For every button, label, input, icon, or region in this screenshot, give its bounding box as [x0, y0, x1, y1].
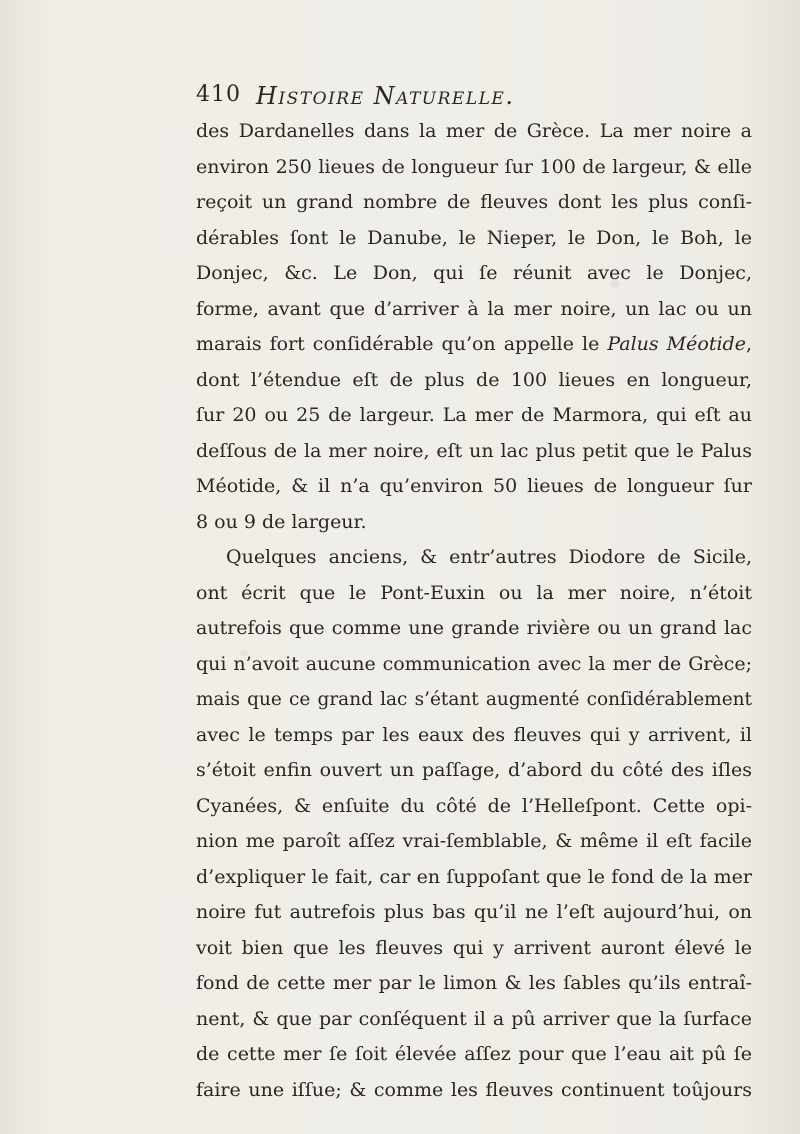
text-line: Donjec, &c. Le Don, qui ſe réunit avec le Donjec,	[196, 262, 752, 284]
text-line: dont l’étendue eſt de plus de 100 lieues en longueur,	[196, 368, 752, 391]
text-line: qui n’avoit aucune communication avec la mer de Grèce;	[196, 652, 752, 675]
text-line: d’expliquer le fait, car en ſuppoſant que le fond de la mer	[196, 865, 752, 888]
running-title: Histoire Naturelle.	[256, 82, 515, 110]
text-line: ont écrit que le Pont-Euxin ou la mer noire, n’étoit	[196, 581, 752, 604]
text-line: 8 ou 9 de largeur.	[196, 510, 367, 533]
text-line: reçoit un grand nombre de fleuves dont les plus conſi-	[196, 191, 752, 213]
italic-place-name: Palus Méotide	[607, 333, 746, 355]
body-text	[196, 114, 752, 1108]
text-line: ſur 20 ou 25 de largeur. La mer de Marmora, qui eſt au	[196, 404, 752, 426]
text-line: nent, & que par conſéquent il a pû arriver que la ſurface	[196, 1007, 752, 1030]
text-line: faire une iſſue; & comme les fleuves continuent toûjours	[196, 1078, 752, 1101]
text-line: voit bien que les fleuves qui y arrivent auront élevé le	[196, 936, 752, 959]
text-line: mais que ce grand lac s’étant augmenté conſidérablement	[196, 689, 752, 710]
text-line: s’étoit enfin ouvert un paſſage, d’abord du côté des iſles	[196, 759, 752, 781]
text-line: Quelques anciens, & entr’autres Diodore de Sicile,	[226, 546, 752, 568]
text-line: nion me paroît aſſez vrai-ſemblable, & même il eſt facile	[196, 830, 752, 852]
text-line: dérables ſont le Danube, le Nieper, le Don, le Boh, le	[196, 226, 752, 249]
text-line: noire fut autrefois plus bas qu’il ne l’eſt aujourd’hui, on	[196, 901, 752, 923]
text-line: Méotide, & il n’a qu’environ 50 lieues de longueur ſur	[196, 475, 752, 497]
text-line: avec le temps par les eaux des fleuves qui y arrivent, il	[196, 723, 752, 746]
text-line: des Dardanelles dans la mer de Grèce. La mer noire a	[196, 120, 752, 142]
text-line: de cette mer ſe ſoit élevée aſſez pour que l’eau ait pû ſe	[196, 1043, 752, 1065]
text-line: deſſous de la mer noire, eſt un lac plus petit que le Palus	[196, 439, 752, 462]
text-line: forme, avant que d’arriver à la mer noire, un lac ou un	[196, 297, 752, 320]
page-number: 410	[196, 82, 241, 107]
text-line: marais fort conſidérable qu’on appelle le Palus Méotide,	[196, 333, 752, 355]
text-line: Cyanées, & enſuite du côté de l’Helleſpont. Cette opi-	[196, 794, 752, 817]
text-line: fond de cette mer par le limon & les ſables qu’ils entraî-	[196, 972, 752, 994]
text-line: environ 250 lieues de longueur ſur 100 de largeur, & elle	[196, 155, 752, 178]
text-line: autrefois que comme une grande rivière ou un grand lac	[196, 617, 752, 639]
